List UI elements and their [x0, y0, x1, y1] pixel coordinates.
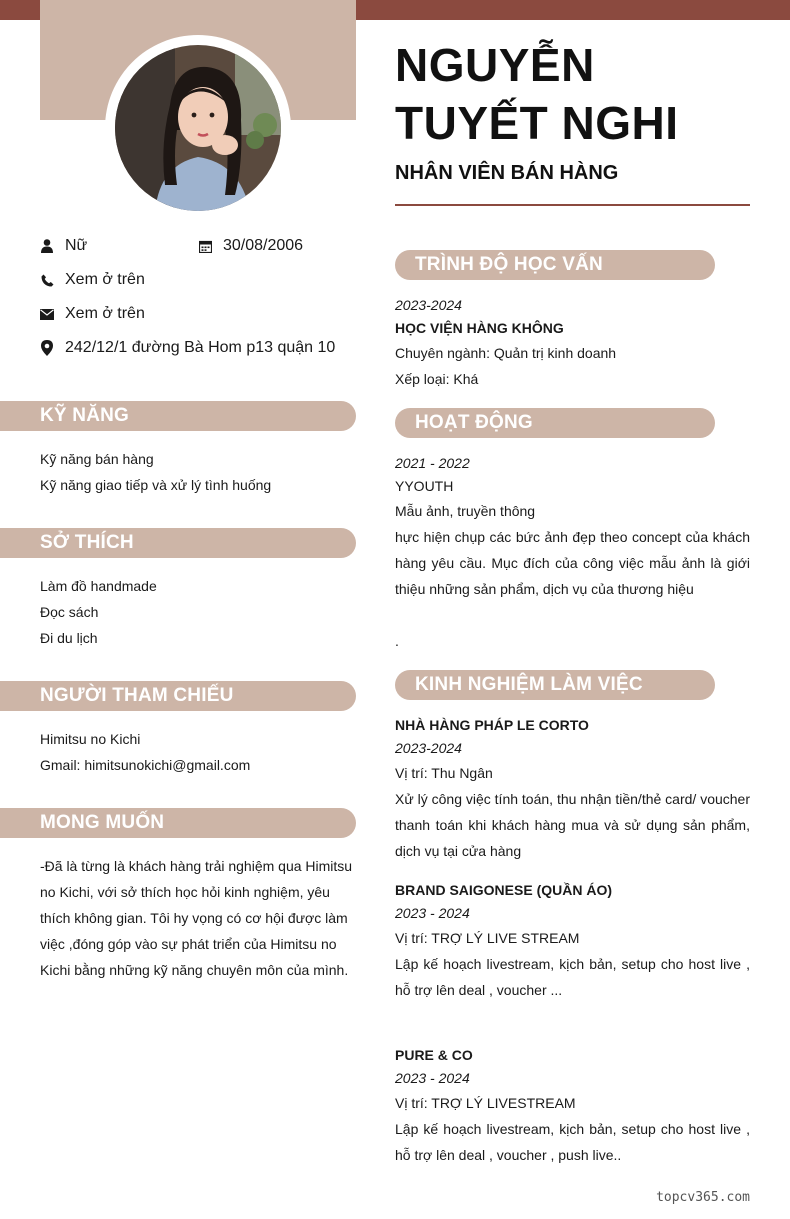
education-school: HỌC VIỆN HÀNG KHÔNG: [395, 320, 564, 336]
activities-heading: HOẠT ĐỘNG: [395, 408, 715, 438]
hobbies-heading: SỞ THÍCH: [0, 528, 356, 558]
phone-icon: [40, 272, 54, 288]
map-pin-icon: [40, 340, 54, 356]
activity-extra: .: [395, 633, 399, 649]
activity-date: 2021 - 2022: [395, 455, 470, 471]
activity-description: hực hiện chụp các bức ảnh đẹp theo concept của khách hàng yêu cầu. Mục đích của công việc mẫu ảnh là giới thiệu những sản phẩm, dịch vụ của thương hiệu: [395, 529, 750, 597]
job-position: Vị trí: Thu Ngân: [395, 765, 493, 781]
birthdate-row: [198, 237, 303, 255]
phone-value: Xem ở trên: [65, 271, 145, 288]
education-major: Chuyên ngành: Quản trị kinh doanh: [395, 345, 617, 361]
list-item: Kỹ năng giao tiếp và xử lý tình huống: [40, 477, 272, 493]
candidate-name: NGUYỄN TUYẾT NGHI: [395, 39, 679, 149]
activity-role: Mẫu ảnh, truyền thông: [395, 503, 536, 519]
references-block: [40, 726, 250, 778]
references-heading: NGƯỜI THAM CHIẾU: [0, 681, 356, 711]
phone-row: [40, 271, 145, 289]
email-row: [40, 305, 145, 323]
job-company: NHÀ HÀNG PHÁP LE CORTO: [395, 717, 589, 733]
avatar: [115, 45, 281, 211]
wishes-text: -Đã là từng là khách hàng trải nghiệm qua Himitsu no Kichi, với sở thích học hỏi kinh nghiệm, yêu thích không gian. Tôi hy vọng có cơ hội được làm việc ,đóng góp vào sự phát triển của Himitsu no Kichi bằng những kỹ năng chuyên môn của mình.: [40, 858, 353, 978]
education-entry: [395, 294, 750, 392]
hobbies-list: [40, 573, 157, 651]
address-row: [40, 339, 335, 357]
reference-name: Himitsu no Kichi: [40, 731, 141, 747]
job-entry: [395, 1044, 750, 1168]
gender-row: [40, 237, 87, 255]
reference-email: Gmail: himitsunokichi@gmail.com: [40, 757, 251, 773]
address-value: 242/12/1 đường Bà Hom p13 quận 10: [65, 339, 336, 356]
list-item: Đi du lịch: [40, 630, 98, 646]
list-item: Đọc sách: [40, 604, 99, 620]
job-date: 2023 - 2024: [395, 1070, 470, 1086]
job-entry: [395, 879, 750, 1003]
skills-heading: KỸ NĂNG: [0, 401, 356, 431]
job-date: 2023 - 2024: [395, 905, 470, 921]
job-position: Vị trí: TRỢ LÝ LIVE STREAM: [395, 930, 580, 946]
job-position: Vị trí: TRỢ LÝ LIVESTREAM: [395, 1095, 576, 1111]
job-description: Xử lý công việc tính toán, thu nhận tiền/thẻ card/ voucher thanh toán khi khách hàng mua và sử dụng sản phẩm, dịch vụ tại cửa hàng: [395, 791, 750, 859]
activity-org: YYOUTH: [395, 478, 454, 494]
education-grade: Xếp loại: Khá: [395, 371, 479, 387]
job-title: NHÂN VIÊN BÁN HÀNG: [395, 162, 619, 184]
job-company: BRAND SAIGONESE (QUẦN ÁO): [395, 882, 613, 898]
list-item: Làm đồ handmade: [40, 578, 157, 594]
birthdate-value: 30/08/2006: [223, 237, 304, 254]
experience-heading: KINH NGHIỆM LÀM VIỆC: [395, 670, 715, 700]
envelope-icon: [40, 306, 54, 322]
activity-entry: [395, 452, 750, 654]
title-divider: [395, 204, 750, 206]
job-company: PURE & CO: [395, 1047, 473, 1063]
list-item: Kỹ năng bán hàng: [40, 451, 154, 467]
email-value: Xem ở trên: [65, 305, 145, 322]
job-date: 2023-2024: [395, 740, 462, 756]
education-heading: TRÌNH ĐỘ HỌC VẤN: [395, 250, 715, 280]
person-icon: [40, 238, 54, 254]
skills-list: [40, 446, 271, 498]
wishes-heading: MONG MUỐN: [0, 808, 356, 838]
job-description: Lập kế hoạch livestream, kịch bản, setup cho host live , hỗ trợ lên deal , voucher , push live..: [395, 1121, 750, 1163]
calendar-icon: [198, 238, 212, 254]
gender-value: Nữ: [65, 237, 88, 254]
education-date: 2023-2024: [395, 297, 462, 313]
job-entry: [395, 714, 750, 864]
watermark: topcv365.com: [656, 1190, 750, 1205]
job-description: Lập kế hoạch livestream, kịch bản, setup cho host live , hỗ trợ lên deal , voucher ...: [395, 956, 750, 998]
